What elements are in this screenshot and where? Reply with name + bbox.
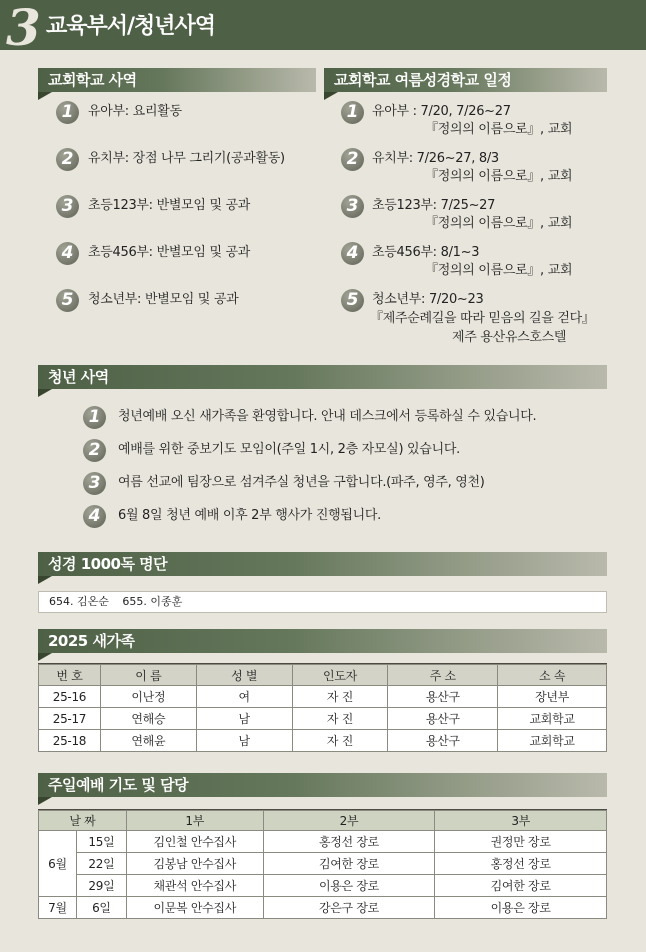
date-cell: 29일	[76, 875, 126, 897]
number-badge-icon: 1	[56, 101, 79, 124]
table-cell: 장년부	[498, 686, 607, 708]
table-row	[39, 875, 607, 897]
bible-reader-entry: 655. 이종훈	[122, 595, 183, 608]
bible-section-title: 성경 1000독 명단	[38, 552, 607, 576]
column-header: 주 소	[388, 665, 498, 686]
prayer-table	[38, 810, 607, 919]
youth-item: 예배를 위한 중보기도 모임이(주일 1시, 2층 자모실) 있습니다.	[118, 442, 460, 457]
number-badge-icon: 3	[341, 195, 364, 218]
month-cell: 7월	[39, 897, 77, 919]
number-badge-icon: 5	[56, 289, 79, 312]
table-row	[39, 897, 607, 919]
table-cell: 용산구	[388, 686, 498, 708]
newfamily-table	[38, 664, 607, 752]
number-badge-icon: 4	[56, 242, 79, 265]
school-item: 초등123부: 반별모임 및 공과	[88, 198, 251, 213]
school-item: 유아부: 요리활동	[88, 104, 182, 119]
table-header-row	[39, 811, 607, 831]
number-badge-icon: 2	[83, 439, 106, 462]
number-badge-icon: 5	[341, 289, 364, 312]
table-cell: 남	[196, 730, 292, 752]
school-item: 청소년부: 반별모임 및 공과	[88, 292, 239, 307]
table-cell: 권정만 장로	[435, 831, 607, 853]
page-title: 교육부서/청년사역	[46, 14, 216, 39]
number-badge-icon: 4	[83, 505, 106, 528]
table-cell: 25-18	[39, 730, 101, 752]
column-header: 소 속	[498, 665, 607, 686]
table-cell: 용산구	[388, 708, 498, 730]
table-cell: 김여한 장로	[435, 875, 607, 897]
table-cell: 김봉남 안수집사	[126, 853, 263, 875]
vbs-item-detail: 『정의의 이름으로』, 교회	[425, 122, 573, 137]
vbs-item: 유아부 : 7/20, 7/26~27	[372, 104, 511, 119]
number-badge-icon: 2	[341, 148, 364, 171]
number-badge-icon: 3	[83, 472, 106, 495]
table-row	[39, 708, 607, 730]
table-cell: 강은구 장로	[263, 897, 435, 919]
table-cell: 채관석 안수집사	[126, 875, 263, 897]
youth-item: 6월 8일 청년 예배 이후 2부 행사가 진행됩니다.	[118, 508, 381, 523]
column-header: 2부	[263, 811, 435, 831]
vbs-item: 유치부: 7/26~27, 8/3	[372, 151, 499, 166]
number-badge-icon: 4	[341, 242, 364, 265]
table-cell: 홍정선 장로	[263, 831, 435, 853]
prayer-section-title: 주일예배 기도 및 담당	[38, 773, 607, 797]
table-cell: 이용은 장로	[263, 875, 435, 897]
number-badge-icon: 3	[56, 195, 79, 218]
table-cell: 교회학교	[498, 708, 607, 730]
school-section-title: 교회학교 사역	[38, 68, 316, 92]
table-cell: 용산구	[388, 730, 498, 752]
column-header: 번 호	[39, 665, 101, 686]
bible-reader-entry: 654. 김온순	[49, 595, 109, 608]
table-cell: 자 진	[292, 730, 388, 752]
youth-section-title: 청년 사역	[38, 365, 607, 389]
youth-item: 여름 선교에 팀장으로 섬겨주실 청년을 구합니다.(파주, 영주, 영천)	[118, 475, 485, 490]
table-cell: 교회학교	[498, 730, 607, 752]
column-header: 1부	[126, 811, 263, 831]
vbs-item-detail: 『정의의 이름으로』, 교회	[425, 216, 573, 231]
date-cell: 15일	[76, 831, 126, 853]
table-header-row	[39, 665, 607, 686]
table-cell: 25-16	[39, 686, 101, 708]
month-cell: 6월	[39, 831, 77, 897]
table-row	[39, 686, 607, 708]
table-cell: 이난정	[100, 686, 196, 708]
bible-reader-list	[38, 591, 607, 613]
vbs-item-venue: 제주 용산유스호스텔	[452, 330, 567, 345]
vbs-item-detail: 『정의의 이름으로』, 교회	[425, 263, 573, 278]
date-cell: 22일	[76, 853, 126, 875]
school-item: 유치부: 장점 나무 그리기(공과활동)	[88, 151, 285, 166]
column-header: 날 짜	[39, 811, 127, 831]
table-cell: 연해승	[100, 708, 196, 730]
youth-item: 청년예배 오신 새가족을 환영합니다. 안내 데스크에서 등록하실 수 있습니다.	[118, 409, 537, 424]
table-cell: 김인철 안수집사	[126, 831, 263, 853]
table-cell: 이문복 안수집사	[126, 897, 263, 919]
vbs-item: 초등456부: 8/1~3	[372, 245, 480, 260]
table-row	[39, 831, 607, 853]
date-cell: 6일	[76, 897, 126, 919]
vbs-item-detail: 『제주순례길을 따라 믿음의 길을 걷다』	[370, 311, 595, 326]
table-cell: 연해윤	[100, 730, 196, 752]
section-number: 3	[6, 0, 41, 57]
table-row	[39, 730, 607, 752]
number-badge-icon: 1	[83, 406, 106, 429]
school-item: 초등456부: 반별모임 및 공과	[88, 245, 251, 260]
vbs-item-detail: 『정의의 이름으로』, 교회	[425, 169, 573, 184]
table-cell: 이용은 장로	[435, 897, 607, 919]
column-header: 3부	[435, 811, 607, 831]
vbs-section-title: 교회학교 여름성경학교 일정	[324, 68, 607, 92]
number-badge-icon: 2	[56, 148, 79, 171]
table-cell: 자 진	[292, 686, 388, 708]
table-cell: 남	[196, 708, 292, 730]
vbs-item: 초등123부: 7/25~27	[372, 198, 496, 213]
table-cell: 김여한 장로	[263, 853, 435, 875]
table-cell: 자 진	[292, 708, 388, 730]
number-badge-icon: 1	[341, 101, 364, 124]
vbs-item: 청소년부: 7/20~23	[372, 292, 484, 307]
table-cell: 여	[196, 686, 292, 708]
column-header: 성 별	[196, 665, 292, 686]
newfamily-section-title: 2025 새가족	[38, 629, 607, 653]
column-header: 인도자	[292, 665, 388, 686]
table-cell: 25-17	[39, 708, 101, 730]
table-row	[39, 853, 607, 875]
table-cell: 홍정선 장로	[435, 853, 607, 875]
column-header: 이 름	[100, 665, 196, 686]
